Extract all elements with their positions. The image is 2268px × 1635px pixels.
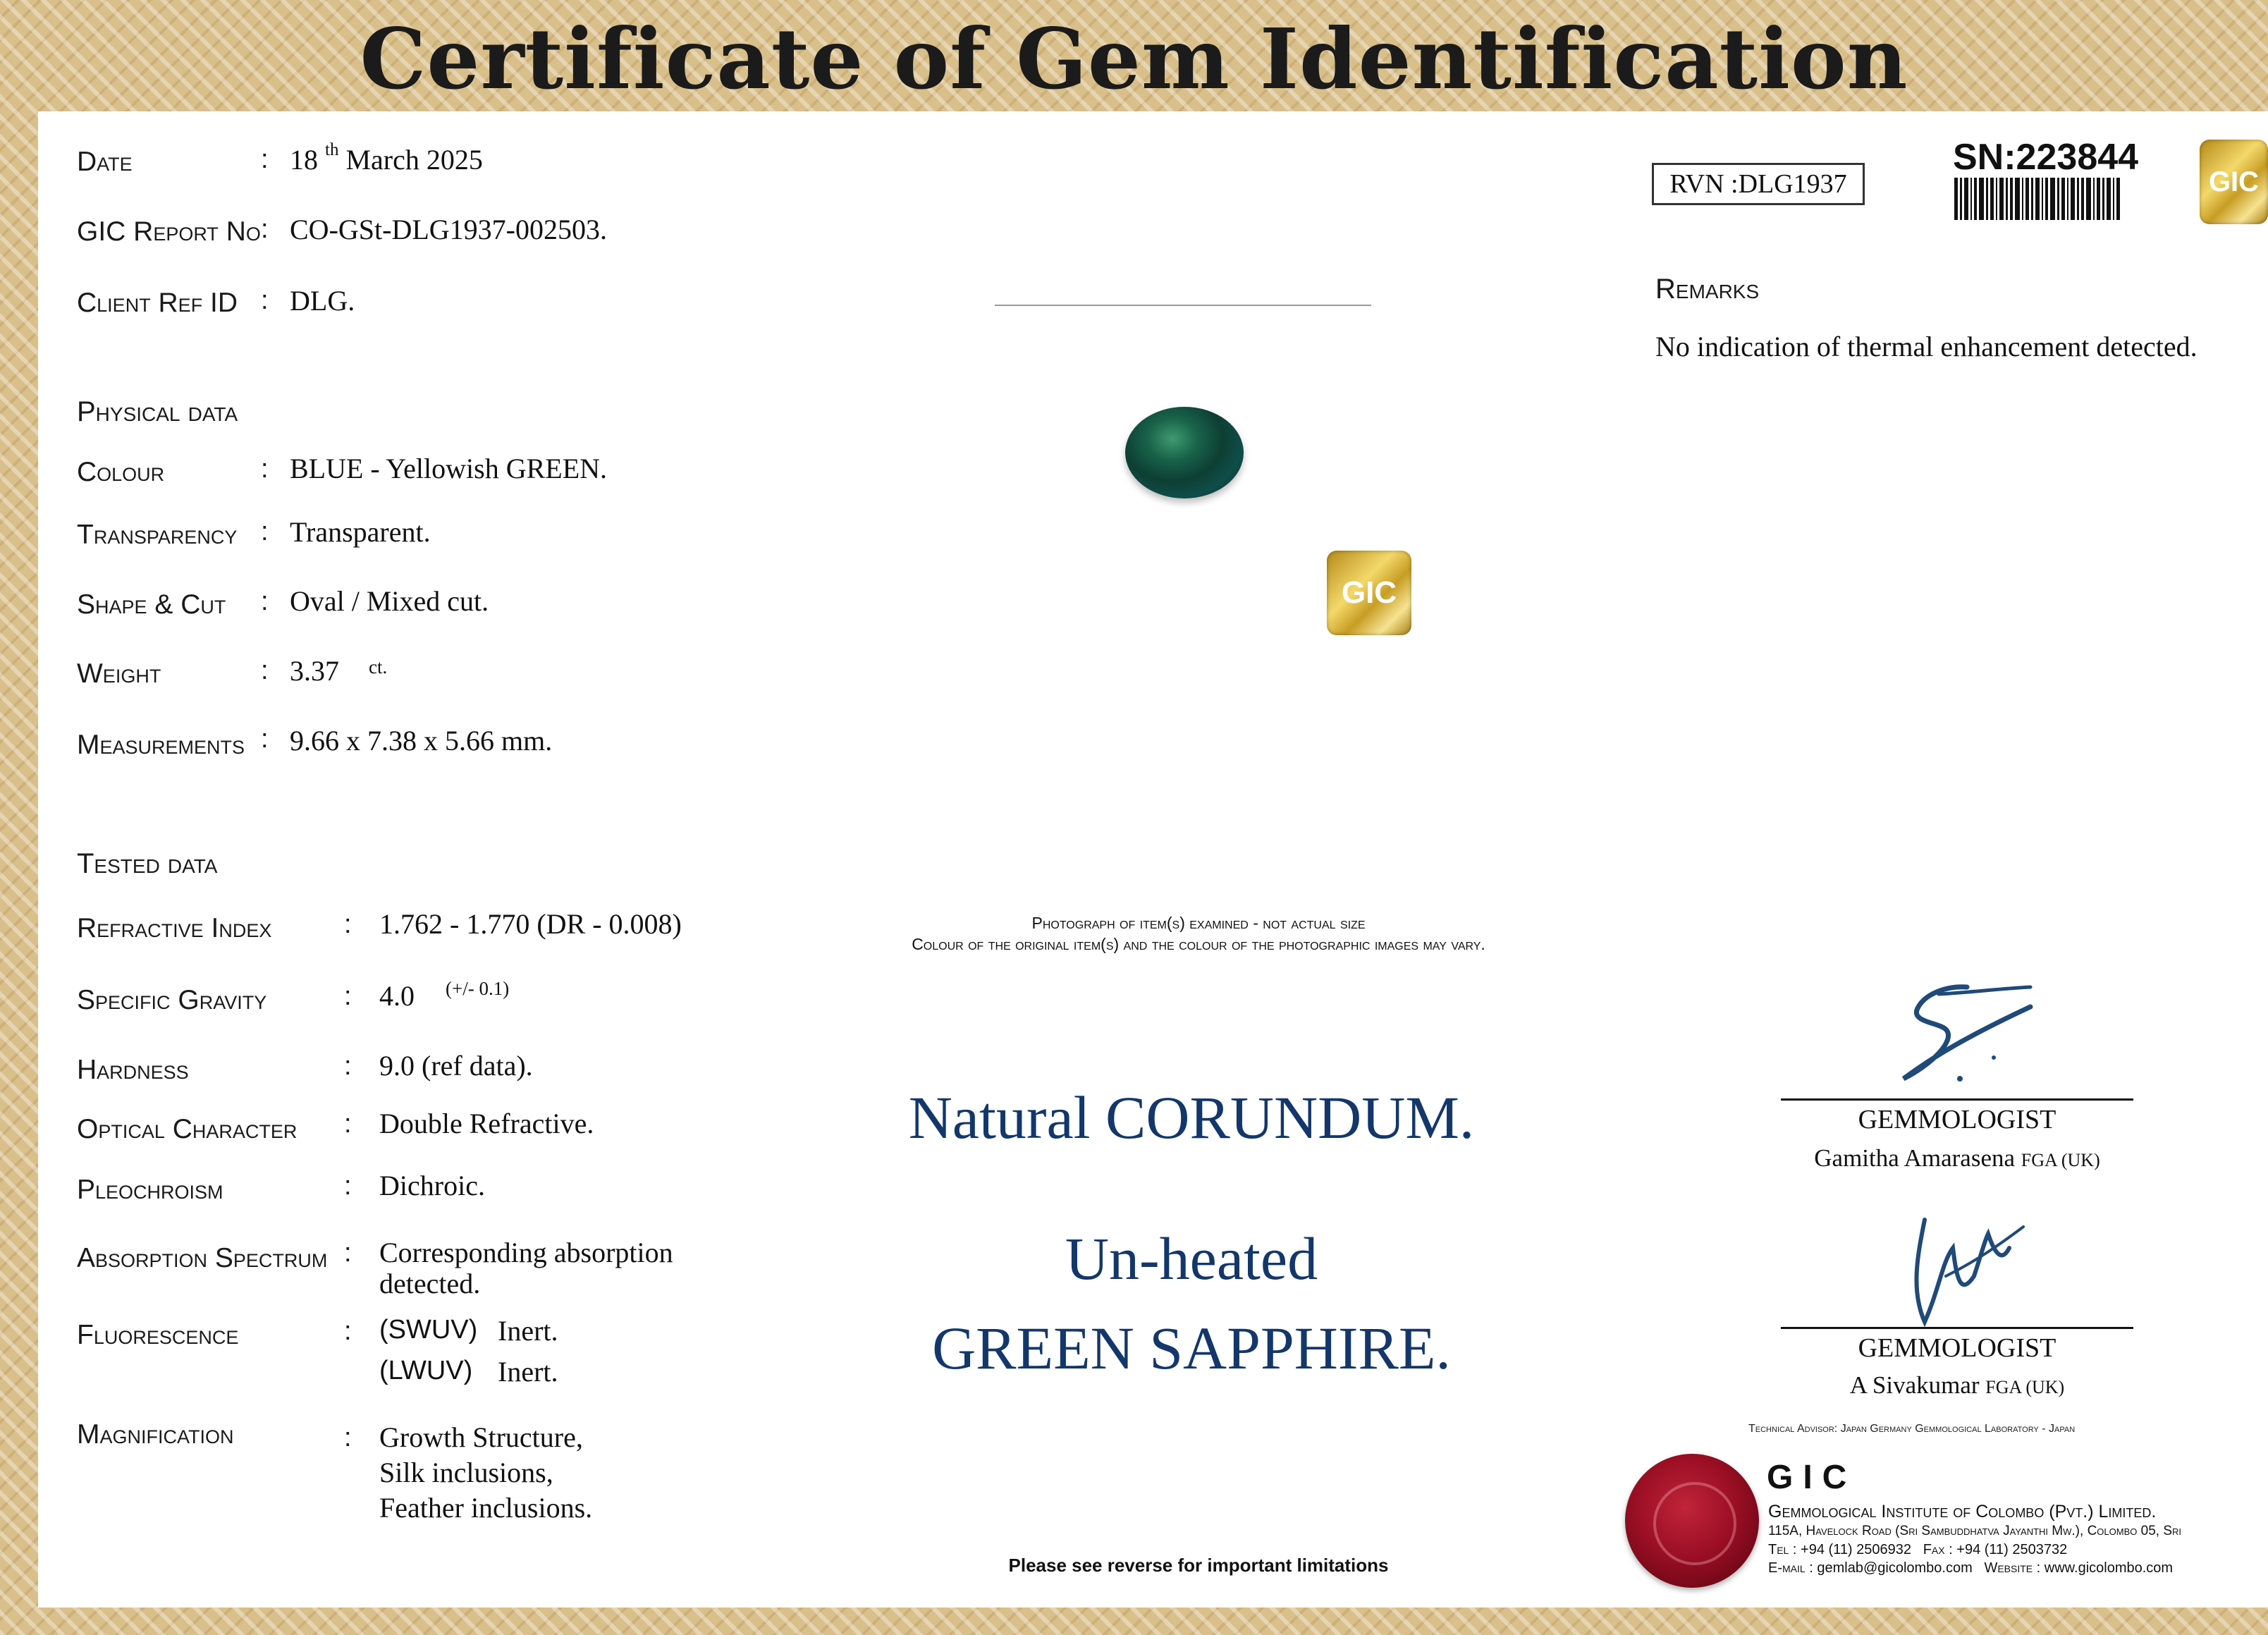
transparency-label: Transparency	[77, 520, 238, 550]
absorption-spectrum-label: Absorption Spectrum	[77, 1243, 328, 1273]
date-label: Date	[77, 147, 133, 177]
date-value	[290, 140, 483, 176]
colon: :	[344, 1423, 352, 1452]
pleochroism-label: Pleochroism	[77, 1175, 223, 1205]
colon: :	[344, 1238, 352, 1268]
remarks-text: No indication of thermal enhancement detected.	[1655, 331, 2197, 362]
weight-unit: ct.	[369, 656, 388, 678]
hardness-value: 9.0 (ref data).	[379, 1050, 533, 1082]
fax-value: +94 (11) 2503732	[1956, 1542, 2068, 1557]
signature-line-1	[1781, 1098, 2133, 1101]
email-value: gemlab@gicolombo.com	[1817, 1560, 1973, 1576]
fluorescence-swuv-tag: (SWUV)	[379, 1315, 478, 1345]
fluorescence-lwuv-value: Inert.	[498, 1356, 558, 1388]
rvn-box: RVN :DLG1937	[1652, 163, 1865, 205]
magnification-line3: Feather inclusions.	[379, 1492, 593, 1524]
photo-note-line1: Photograph of item(s) examined - not actual size	[1031, 914, 1366, 932]
colon: :	[261, 454, 269, 484]
result-treatment: Un-heated	[1065, 1225, 1318, 1292]
colon: :	[261, 145, 269, 174]
fluorescence-swuv-value: Inert.	[498, 1315, 558, 1347]
report-no-value: CO-GSt-DLG1937-002503.	[290, 214, 607, 245]
colon: :	[261, 656, 269, 685]
signature-2-person: A Sivakumar	[1849, 1371, 1980, 1399]
magnification-line1: Growth Structure,	[379, 1421, 583, 1453]
website-label: Website :	[1984, 1560, 2041, 1576]
weight-label: Weight	[77, 659, 161, 689]
hardness-label: Hardness	[77, 1055, 189, 1085]
signature-line-2	[1781, 1327, 2133, 1329]
institute-contact	[1768, 1560, 2173, 1576]
shape-cut-value: Oval / Mixed cut.	[290, 585, 489, 617]
barcode	[1954, 178, 2122, 220]
remarks-label: Remarks	[1655, 274, 1760, 305]
signature-1-qualification: FGA (UK)	[2021, 1150, 2100, 1170]
institute-name: Gemmological Institute of Colombo (Pvt.) Limited.	[1768, 1502, 2157, 1521]
tel-label: Tel :	[1768, 1542, 1797, 1557]
signature-2-name	[1746, 1371, 2169, 1400]
client-ref-label: Client Ref ID	[77, 288, 238, 318]
date-suffix: th	[325, 140, 339, 159]
gemstone-photo	[1125, 407, 1244, 498]
gic-hologram-sticker-top: GIC	[2200, 140, 2268, 224]
colon: :	[261, 724, 269, 754]
specific-gravity-tolerance: (+/- 0.1)	[446, 978, 510, 999]
refractive-index-value: 1.762 - 1.770 (DR - 0.008)	[379, 908, 682, 940]
signature-2-qualification: FGA (UK)	[1985, 1377, 2065, 1397]
weight-value: 3.37	[290, 655, 339, 687]
colon: :	[344, 1171, 352, 1201]
fax-label: Fax :	[1923, 1542, 1953, 1557]
reverse-note: Please see reverse for important limitations	[1008, 1555, 1389, 1576]
measurements-label: Measurements	[77, 730, 245, 760]
signature-2	[1875, 1199, 2045, 1333]
colon: :	[344, 1051, 352, 1081]
colon: :	[261, 517, 269, 546]
signature-1-name	[1746, 1144, 2169, 1172]
colon: :	[344, 1316, 352, 1346]
pleochroism-value: Dichroic.	[379, 1170, 485, 1201]
date-day: 18	[290, 144, 318, 176]
tel-value: +94 (11) 2506932	[1801, 1542, 1912, 1557]
colon: :	[261, 587, 269, 616]
result-species: Natural CORUNDUM.	[908, 1084, 1475, 1151]
absorption-spectrum-value-line2: detected.	[379, 1268, 481, 1299]
physical-data-heading: Physical data	[77, 396, 238, 427]
result-variety: GREEN SAPPHIRE.	[932, 1314, 1451, 1382]
transparency-value: Transparent.	[290, 516, 431, 548]
absorption-spectrum-value-line1: Corresponding absorption	[379, 1237, 673, 1268]
fluorescence-label: Fluorescence	[77, 1320, 239, 1350]
signature-1-title: GEMMOLOGIST	[1858, 1105, 2056, 1134]
colour-value: BLUE - Yellowish GREEN.	[290, 453, 608, 484]
fluorescence-lwuv-tag: (LWUV)	[379, 1356, 473, 1385]
optical-character-label: Optical Character	[77, 1114, 298, 1144]
signature-1	[1861, 973, 2045, 1100]
serial-number: SN:223844	[1953, 137, 2139, 178]
magnification-label: Magnification	[77, 1419, 234, 1450]
wax-seal-emblem	[1653, 1482, 1736, 1565]
website-value: www.gicolombo.com	[2044, 1560, 2174, 1576]
colon: :	[344, 1109, 352, 1139]
photo-note-line2: Colour of the original item(s) and the colour of the photographic images may vary.	[912, 935, 1485, 953]
institute-address: 115A, Havelock Road (Sri Sambuddhatva Jayanthi Mw.), Colombo 05, Sri	[1768, 1524, 2181, 1538]
signature-2-title: GEMMOLOGIST	[1858, 1333, 2056, 1363]
report-no-label: GIC Report No	[77, 216, 261, 247]
colon: :	[261, 214, 269, 244]
client-ref-value: DLG.	[290, 285, 355, 317]
certificate-title: Certificate of Gem Identification	[360, 10, 1908, 108]
colon: :	[261, 286, 269, 315]
divider-line	[995, 305, 1371, 306]
refractive-index-label: Refractive Index	[77, 913, 272, 943]
institute-phone	[1768, 1542, 2067, 1558]
colour-label: Colour	[77, 457, 165, 487]
measurements-value: 9.66 x 7.38 x 5.66 mm.	[290, 725, 553, 757]
optical-character-value: Double Refractive.	[379, 1108, 594, 1139]
signature-1-person: Gamitha Amarasena	[1814, 1144, 2016, 1172]
technical-advisor: Technical Advisor: Japan Germany Gemmological Laboratory - Japan	[1748, 1423, 2076, 1435]
gic-logo: GIC	[1767, 1459, 1857, 1496]
colon: :	[344, 910, 352, 939]
email-label: E-mail :	[1768, 1560, 1813, 1576]
magnification-line2: Silk inclusions,	[379, 1457, 553, 1488]
colon: :	[344, 981, 352, 1011]
specific-gravity-label: Specific Gravity	[77, 985, 267, 1015]
gic-hologram-sticker: GIC	[1327, 551, 1411, 635]
specific-gravity-value: 4.0	[379, 980, 415, 1012]
shape-cut-label: Shape & Cut	[77, 589, 226, 620]
date-rest: March 2025	[345, 144, 483, 176]
tested-data-heading: Tested data	[77, 848, 218, 879]
